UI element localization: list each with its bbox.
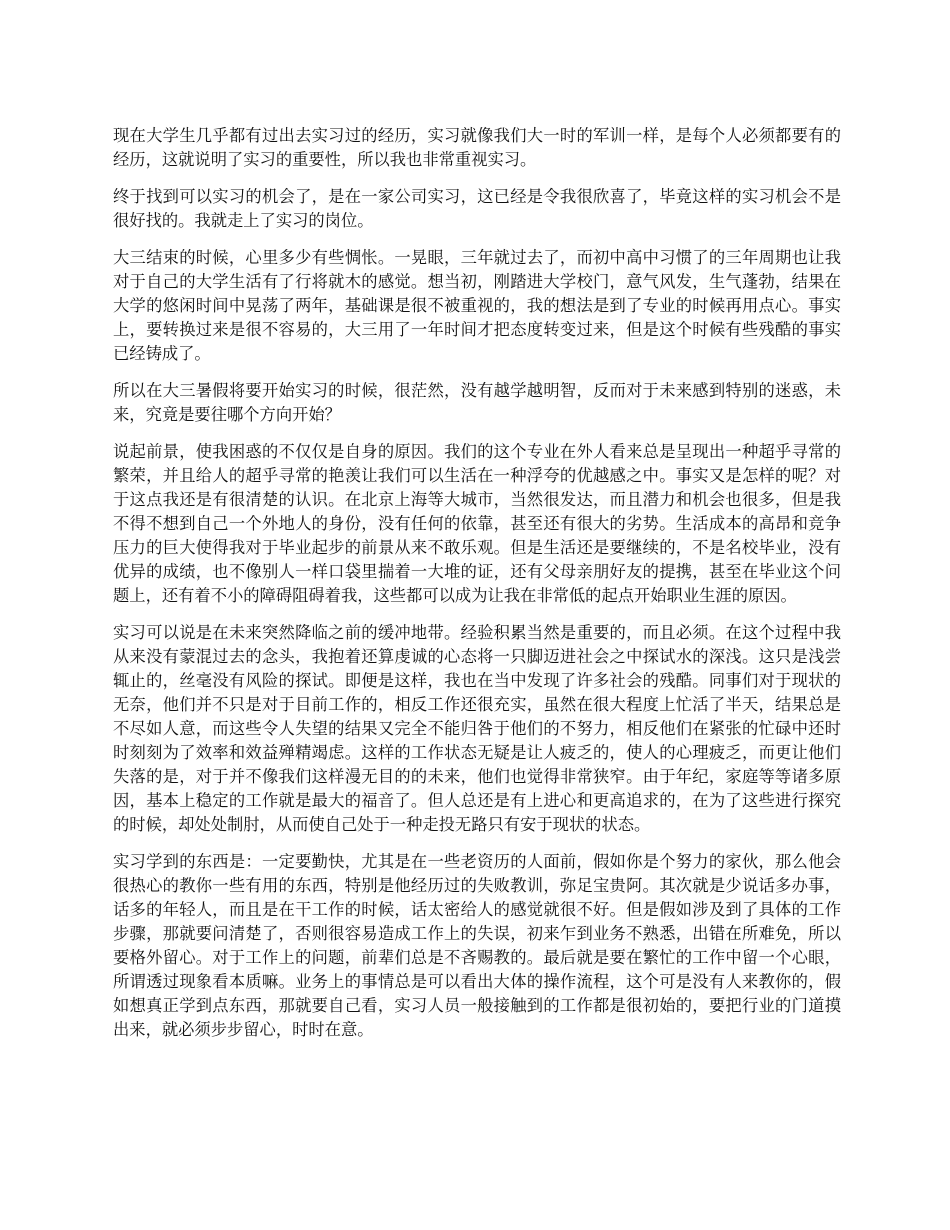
paragraph-7: 实习学到的东西是：一定要勤快，尤其是在一些老资历的人面前，假如你是个努力的家伙，那么他会很热心的教你一些有用的东西，特别是他经历过的失败教训，弥足宝贵阿。其次就是少说话多办事，话多的年轻人，而且是在干工作的时候，话太密给人的感觉就很不好。但是假如涉及到了具体的工作步骤，那就要问清楚了，否则很容易造成工作上的失误，初来乍到业务不熟悉，出错在所难免，所以要格外留心。对于工作上的问题，前辈们总是不吝赐教的。最后就是要在繁忙的工作中留一个心眼，所谓透过现象看本质嘛。业务上的事情总是可以看出大体的操作流程，这个可是没有人来教你的，假如想真正学到点东西，那就要自己看，实习人员一般接触到的工作都是很初始的，要把行业的门道摸出来，就必须步步留心，时时在意。 bbox=[113, 852, 841, 1039]
document-body bbox=[113, 124, 841, 1055]
paragraph-3: 大三结束的时候，心里多少有些惆怅。一晃眼，三年就过去了，而初中高中习惯了的三年周期也让我对于自己的大学生活有了行将就木的感觉。想当初，刚踏进大学校门，意气风发，生气蓬勃，结果在大学的悠闲时间中晃荡了两年，基础课是很不被重视的，我的想法是到了专业的时候再用点心。事实上，要转换过来是很不容易的，大三用了一年时间才把态度转变过来，但是这个时候有些残酷的事实已经铸成了。 bbox=[113, 248, 841, 363]
paragraph-4: 所以在大三暑假将要开始实习的时候，很茫然，没有越学越明智，反而对于未来感到特别的迷惑，未来，究竟是要往哪个方向开始？ bbox=[113, 381, 841, 424]
paragraph-2: 终于找到可以实习的机会了，是在一家公司实习，这已经是令我很欣喜了，毕竟这样的实习机会不是很好找的。我就走上了实习的岗位。 bbox=[113, 187, 841, 230]
paragraph-6: 实习可以说是在未来突然降临之前的缓冲地带。经验积累当然是重要的，而且必须。在这个过程中我从来没有蒙混过去的念头，我抱着还算虔诚的心态将一只脚迈进社会之中探试水的深浅。这只是浅尝辄止的，丝毫没有风险的探试。即便是这样，我也在当中发现了许多社会的残酷。同事们对于现状的无奈，他们并不只是对于目前工作的，相反工作还很充实，虽然在很大程度上忙活了半天，结果总是不尽如人意，而这些令人失望的结果又完全不能归咎于他们的不努力，相反他们在紧张的忙碌中还时时刻刻为了效率和效益殚精竭虑。这样的工作状态无疑是让人疲乏的，使人的心理疲乏，而更让他们失落的是，对于并不像我们这样漫无目的的未来，他们也觉得非常狭窄。由于年纪，家庭等等诸多原因，基本上稳定的工作就是最大的福音了。但人总还是有上进心和更高追求的，在为了这些进行探究的时候，却处处制肘，从而使自己处于一种走投无路只有安于现状的状态。 bbox=[113, 623, 841, 834]
paragraph-5: 说起前景，使我困惑的不仅仅是自身的原因。我们的这个专业在外人看来总是呈现出一种超乎寻常的繁荣，并且给人的超乎寻常的艳羡让我们可以生活在一种浮夸的优越感之中。事实又是怎样的呢？对于这点我还是有很清楚的认识。在北京上海等大城市，当然很发达，而且潜力和机会也很多，但是我不得不想到自己一个外地人的身份，没有任何的依靠，甚至还有很大的劣势。生活成本的高昂和竞争压力的巨大使得我对于毕业起步的前景从来不敢乐观。但是生活还是要继续的，不是名校毕业，没有优异的成绩，也不像别人一样口袋里揣着一大堆的证，还有父母亲朋好友的提携，甚至在毕业这个问题上，还有着不小的障碍阻碍着我，这些都可以成为让我在非常低的起点开始职业生涯的原因。 bbox=[113, 442, 841, 605]
paragraph-1: 现在大学生几乎都有过出去实习过的经历，实习就像我们大一时的军训一样，是每个人必须都要有的经历，这就说明了实习的重要性，所以我也非常重视实习。 bbox=[113, 126, 841, 169]
